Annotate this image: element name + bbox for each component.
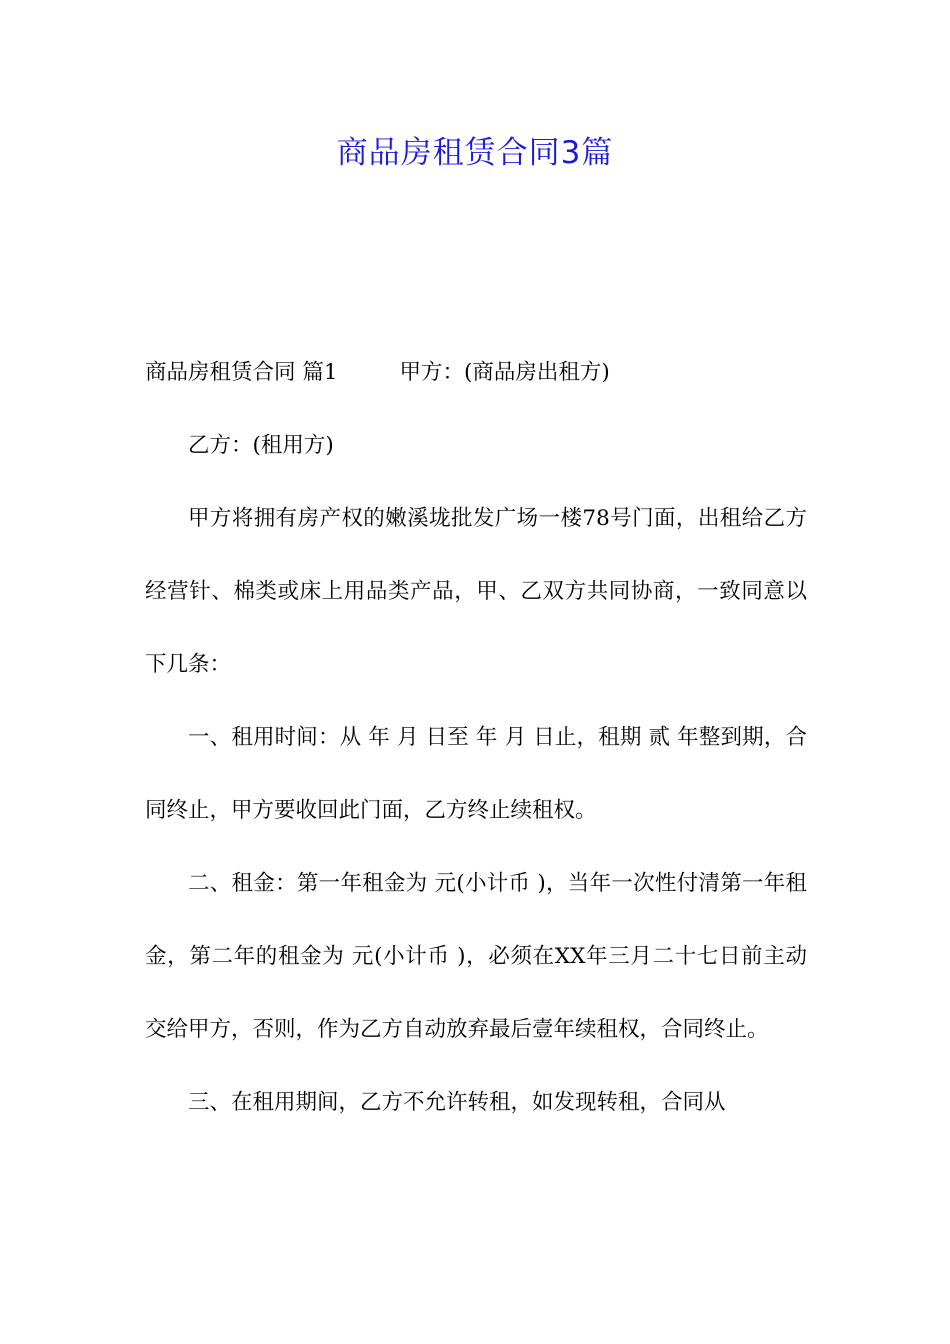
paragraph-clause-3: 三、在租用期间，乙方不允许转租，如发现转租，合同从 (188, 1090, 726, 1115)
party-b: 乙方：(租用方) (188, 433, 334, 458)
paragraph-clause-2: 二、租金：第一年租金为 元(小计币 )，当年一次性付清第一年租金，第二年的租金为 元(小计币 )，必须在XX年三月二十七日前主动交给甲方，否则，作为乙方自动放弃最后壹年续租权，合同终止。 (145, 871, 807, 1042)
paragraph-clause-1: 一、租用时间：从 年 月 日至 年 月 日止，租期 贰 年整到期，合同终止，甲方要收回此门面，乙方终止续租权。 (145, 725, 807, 823)
section-heading: 商品房租赁合同 篇1 (145, 360, 338, 385)
party-a: 甲方：(商品房出租方) (399, 360, 610, 385)
document-title: 商品房租赁合同3篇 (336, 135, 614, 171)
paragraph-intro: 甲方将拥有房产权的嫩溪垅批发广场一楼78号门面，出租给乙方经营针、棉类或床上用品类产品，甲、乙双方共同协商，一致同意以下几条： (145, 506, 807, 677)
document-body (145, 336, 807, 1139)
section-heading-line (145, 336, 807, 409)
